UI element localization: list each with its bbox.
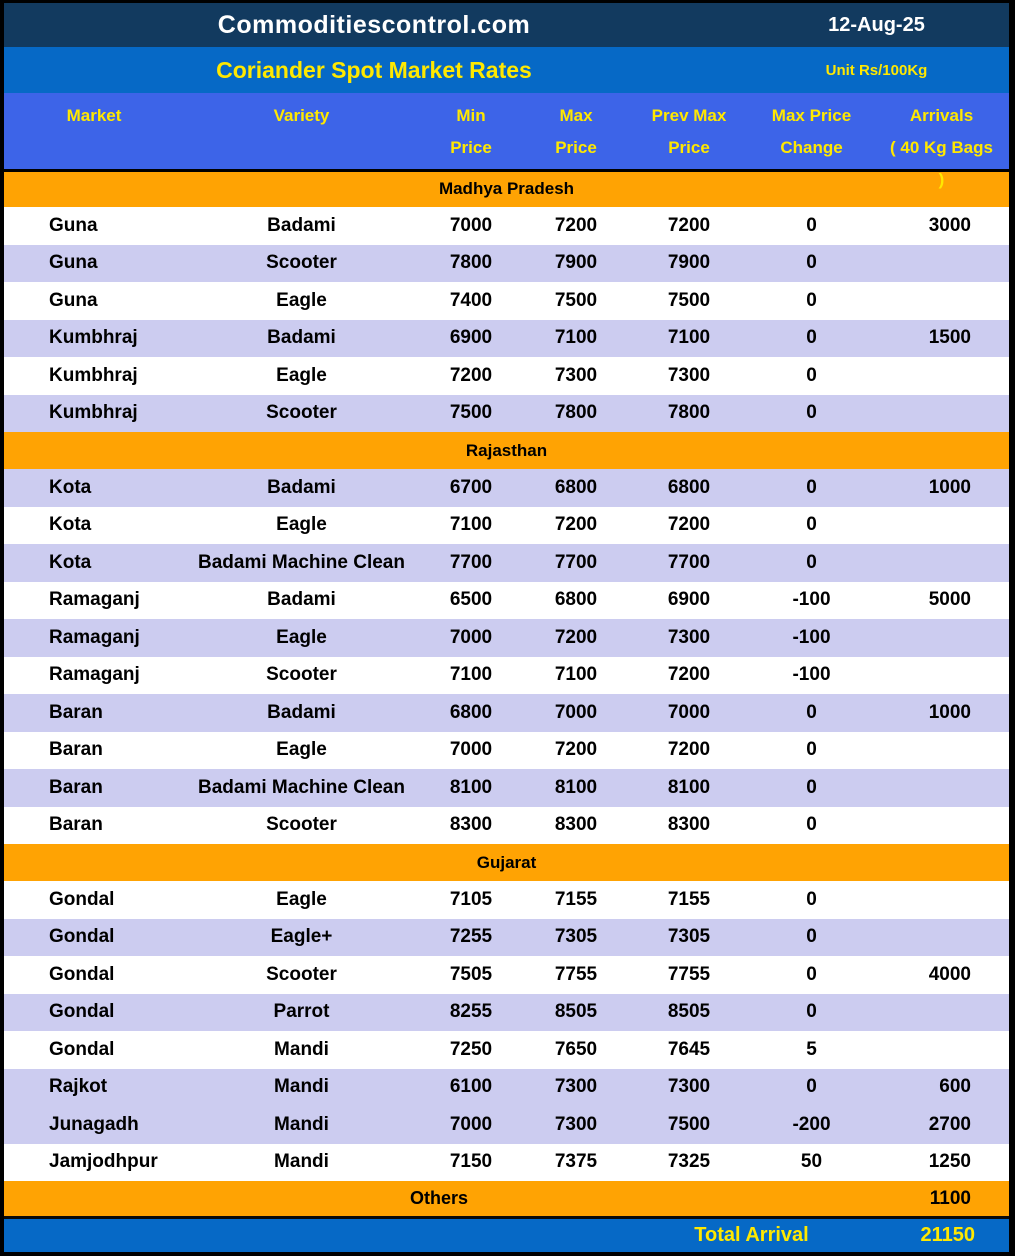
cell-prev-max-price: 7300 bbox=[629, 1069, 749, 1107]
cell-max-price: 7305 bbox=[523, 919, 629, 957]
cell-max-price-change: 0 bbox=[749, 282, 874, 320]
cell-max-price: 7100 bbox=[523, 657, 629, 695]
cell-prev-max-price: 8100 bbox=[629, 769, 749, 807]
total-arrival-bar bbox=[4, 1216, 1009, 1252]
cell-market: Ramaganj bbox=[4, 657, 184, 695]
cell-market: Junagadh bbox=[4, 1106, 184, 1144]
cell-min-price: 7000 bbox=[419, 619, 523, 657]
cell-max-price-change: 0 bbox=[749, 245, 874, 283]
cell-prev-max-price: 7100 bbox=[629, 320, 749, 358]
title-bar bbox=[4, 47, 1009, 93]
cell-variety: Eagle+ bbox=[184, 919, 419, 957]
title-bar-right bbox=[744, 47, 1009, 93]
cell-max-price: 8100 bbox=[523, 769, 629, 807]
table-row bbox=[4, 956, 1009, 994]
section-title: Rajasthan bbox=[4, 432, 1009, 469]
cell-variety: Eagle bbox=[184, 282, 419, 320]
cell-prev-max-price: 8505 bbox=[629, 994, 749, 1032]
cell-min-price: 7800 bbox=[419, 245, 523, 283]
cell-max-price: 7200 bbox=[523, 507, 629, 545]
cell-max-price-change: -100 bbox=[749, 582, 874, 620]
cell-prev-max-price: 7200 bbox=[629, 507, 749, 545]
cell-prev-max-price: 8300 bbox=[629, 807, 749, 845]
table-row bbox=[4, 320, 1009, 358]
cell-max-price-change: 0 bbox=[749, 881, 874, 919]
column-header-max-price bbox=[523, 93, 629, 170]
cell-max-price-change: 0 bbox=[749, 507, 874, 545]
cell-variety: Parrot bbox=[184, 994, 419, 1032]
cell-prev-max-price: 6800 bbox=[629, 469, 749, 507]
cell-min-price: 6800 bbox=[419, 694, 523, 732]
cell-min-price: 7100 bbox=[419, 507, 523, 545]
cell-min-price: 6100 bbox=[419, 1069, 523, 1107]
table-row bbox=[4, 1106, 1009, 1144]
column-header-prev-max-price bbox=[629, 93, 749, 170]
cell-prev-max-price: 7200 bbox=[629, 732, 749, 770]
cell-prev-max-price: 7200 bbox=[629, 207, 749, 245]
top-bar bbox=[4, 3, 1009, 47]
column-header-max-price-change bbox=[749, 93, 874, 170]
cell-max-price-change: 0 bbox=[749, 469, 874, 507]
cell-prev-max-price: 6900 bbox=[629, 582, 749, 620]
cell-arrivals: 2700 bbox=[874, 1106, 1009, 1144]
cell-max-price: 7000 bbox=[523, 694, 629, 732]
column-header-text: Variety bbox=[273, 106, 330, 125]
cell-variety: Badami bbox=[184, 207, 419, 245]
cell-arrivals bbox=[874, 807, 1009, 845]
cell-max-price: 7200 bbox=[523, 732, 629, 770]
cell-market: Kumbhraj bbox=[4, 395, 184, 433]
cell-variety: Scooter bbox=[184, 807, 419, 845]
cell-market: Guna bbox=[4, 207, 184, 245]
cell-max-price-change: 0 bbox=[749, 207, 874, 245]
column-header-text: Prev Max Price bbox=[651, 106, 727, 157]
cell-min-price: 8300 bbox=[419, 807, 523, 845]
cell-variety: Badami bbox=[184, 582, 419, 620]
table-row bbox=[4, 245, 1009, 283]
cell-market: Ramaganj bbox=[4, 619, 184, 657]
cell-variety: Badami bbox=[184, 694, 419, 732]
cell-max-price: 7755 bbox=[523, 956, 629, 994]
cell-arrivals bbox=[874, 282, 1009, 320]
table-row bbox=[4, 994, 1009, 1032]
cell-min-price: 7400 bbox=[419, 282, 523, 320]
cell-max-price: 7300 bbox=[523, 357, 629, 395]
cell-variety: Badami Machine Clean bbox=[184, 544, 419, 582]
unit-label: Unit Rs/100Kg bbox=[825, 61, 928, 79]
cell-market: Baran bbox=[4, 807, 184, 845]
cell-arrivals bbox=[874, 357, 1009, 395]
cell-variety: Mandi bbox=[184, 1031, 419, 1069]
cell-min-price: 8100 bbox=[419, 769, 523, 807]
column-header-text: Arrivals ( 40 Kg Bags ) bbox=[890, 106, 993, 189]
cell-max-price: 7155 bbox=[523, 881, 629, 919]
section-header-row-gujarat bbox=[4, 844, 1009, 881]
cell-max-price: 7800 bbox=[523, 395, 629, 433]
total-arrival-value: 21150 bbox=[920, 1224, 975, 1246]
cell-max-price: 7700 bbox=[523, 544, 629, 582]
table-row bbox=[4, 469, 1009, 507]
cell-arrivals bbox=[874, 1031, 1009, 1069]
cell-prev-max-price: 7155 bbox=[629, 881, 749, 919]
cell-market: Gondal bbox=[4, 881, 184, 919]
cell-arrivals: 4000 bbox=[874, 956, 1009, 994]
cell-min-price: 7100 bbox=[419, 657, 523, 695]
cell-arrivals bbox=[874, 994, 1009, 1032]
cell-market: Jamjodhpur bbox=[4, 1144, 184, 1182]
cell-arrivals bbox=[874, 395, 1009, 433]
column-header-min-price bbox=[419, 93, 523, 170]
cell-min-price: 7000 bbox=[419, 732, 523, 770]
cell-max-price-change: 0 bbox=[749, 956, 874, 994]
section-title: Madhya Pradesh bbox=[4, 170, 1009, 207]
cell-min-price: 6500 bbox=[419, 582, 523, 620]
cell-max-price-change: 5 bbox=[749, 1031, 874, 1069]
cell-arrivals: 1000 bbox=[874, 694, 1009, 732]
cell-max-price-change: 0 bbox=[749, 769, 874, 807]
cell-min-price: 7700 bbox=[419, 544, 523, 582]
cell-min-price: 7150 bbox=[419, 1144, 523, 1182]
cell-market: Gondal bbox=[4, 956, 184, 994]
cell-market: Ramaganj bbox=[4, 582, 184, 620]
cell-prev-max-price: 7300 bbox=[629, 619, 749, 657]
column-header-text: Min Price bbox=[450, 106, 492, 157]
cell-max-price-change: 0 bbox=[749, 320, 874, 358]
cell-min-price: 7250 bbox=[419, 1031, 523, 1069]
cell-arrivals bbox=[874, 732, 1009, 770]
cell-arrivals: 600 bbox=[874, 1069, 1009, 1107]
cell-max-price: 8505 bbox=[523, 994, 629, 1032]
cell-variety: Eagle bbox=[184, 881, 419, 919]
table-row bbox=[4, 282, 1009, 320]
cell-variety: Mandi bbox=[184, 1106, 419, 1144]
table-row bbox=[4, 1144, 1009, 1182]
cell-arrivals bbox=[874, 769, 1009, 807]
cell-prev-max-price: 7900 bbox=[629, 245, 749, 283]
cell-max-price: 7650 bbox=[523, 1031, 629, 1069]
cell-max-price: 7375 bbox=[523, 1144, 629, 1182]
cell-market: Baran bbox=[4, 769, 184, 807]
cell-min-price: 8255 bbox=[419, 994, 523, 1032]
cell-variety: Eagle bbox=[184, 619, 419, 657]
cell-variety: Badami Machine Clean bbox=[184, 769, 419, 807]
section-header-row-madhya-pradesh bbox=[4, 170, 1009, 207]
column-header-row bbox=[4, 93, 1009, 170]
cell-max-price-change: 0 bbox=[749, 919, 874, 957]
top-bar-left bbox=[4, 3, 744, 47]
table-row bbox=[4, 507, 1009, 545]
cell-arrivals: 1500 bbox=[874, 320, 1009, 358]
cell-arrivals bbox=[874, 544, 1009, 582]
column-header-market bbox=[4, 93, 184, 170]
cell-arrivals: 3000 bbox=[874, 207, 1009, 245]
cell-max-price-change: 0 bbox=[749, 1069, 874, 1107]
cell-variety: Scooter bbox=[184, 395, 419, 433]
cell-arrivals bbox=[874, 657, 1009, 695]
cell-market: Kota bbox=[4, 507, 184, 545]
report-title: Coriander Spot Market Rates bbox=[216, 56, 532, 83]
table-row bbox=[4, 207, 1009, 245]
cell-max-price: 6800 bbox=[523, 582, 629, 620]
cell-prev-max-price: 7800 bbox=[629, 395, 749, 433]
cell-market: Guna bbox=[4, 282, 184, 320]
cell-variety: Eagle bbox=[184, 507, 419, 545]
table-row bbox=[4, 881, 1009, 919]
column-header-variety bbox=[184, 93, 419, 170]
table-row bbox=[4, 1031, 1009, 1069]
others-label: Others bbox=[4, 1181, 874, 1216]
report-date: 12-Aug-25 bbox=[828, 13, 925, 36]
cell-market: Baran bbox=[4, 694, 184, 732]
cell-market: Kumbhraj bbox=[4, 320, 184, 358]
cell-variety: Mandi bbox=[184, 1144, 419, 1182]
table-row bbox=[4, 1069, 1009, 1107]
cell-max-price: 7200 bbox=[523, 207, 629, 245]
cell-market: Guna bbox=[4, 245, 184, 283]
cell-arrivals bbox=[874, 919, 1009, 957]
table-row bbox=[4, 919, 1009, 957]
cell-prev-max-price: 7200 bbox=[629, 657, 749, 695]
cell-prev-max-price: 7645 bbox=[629, 1031, 749, 1069]
column-header-text: Market bbox=[66, 106, 122, 125]
cell-arrivals bbox=[874, 507, 1009, 545]
cell-prev-max-price: 7325 bbox=[629, 1144, 749, 1182]
column-header-text: Max Price Change bbox=[771, 106, 852, 157]
cell-market: Gondal bbox=[4, 919, 184, 957]
table-row bbox=[4, 395, 1009, 433]
rates-table bbox=[4, 93, 1009, 1216]
title-bar-left bbox=[4, 47, 744, 93]
cell-min-price: 6900 bbox=[419, 320, 523, 358]
cell-market: Gondal bbox=[4, 994, 184, 1032]
cell-variety: Badami bbox=[184, 320, 419, 358]
section-header-row-rajasthan bbox=[4, 432, 1009, 469]
cell-max-price-change: 50 bbox=[749, 1144, 874, 1182]
cell-min-price: 7255 bbox=[419, 919, 523, 957]
table-row bbox=[4, 582, 1009, 620]
cell-market: Kumbhraj bbox=[4, 357, 184, 395]
cell-market: Kota bbox=[4, 544, 184, 582]
cell-arrivals: 1000 bbox=[874, 469, 1009, 507]
cell-min-price: 7000 bbox=[419, 207, 523, 245]
total-arrival-label: Total Arrival bbox=[694, 1224, 809, 1246]
cell-min-price: 7505 bbox=[419, 956, 523, 994]
cell-max-price-change: -100 bbox=[749, 657, 874, 695]
cell-arrivals bbox=[874, 881, 1009, 919]
cell-market: Baran bbox=[4, 732, 184, 770]
column-header-text: Max Price bbox=[555, 106, 597, 157]
top-bar-right bbox=[744, 3, 1009, 47]
cell-market: Kota bbox=[4, 469, 184, 507]
cell-max-price-change: -100 bbox=[749, 619, 874, 657]
cell-max-price: 7200 bbox=[523, 619, 629, 657]
cell-max-price-change: 0 bbox=[749, 694, 874, 732]
site-title: Commoditiescontrol.com bbox=[217, 10, 531, 39]
cell-variety: Eagle bbox=[184, 357, 419, 395]
cell-max-price-change: 0 bbox=[749, 395, 874, 433]
cell-arrivals bbox=[874, 619, 1009, 657]
cell-arrivals: 5000 bbox=[874, 582, 1009, 620]
cell-max-price: 8300 bbox=[523, 807, 629, 845]
others-row bbox=[4, 1181, 1009, 1216]
cell-variety: Mandi bbox=[184, 1069, 419, 1107]
cell-max-price: 7500 bbox=[523, 282, 629, 320]
cell-prev-max-price: 7300 bbox=[629, 357, 749, 395]
cell-max-price: 7300 bbox=[523, 1106, 629, 1144]
table-row bbox=[4, 694, 1009, 732]
section-title: Gujarat bbox=[4, 844, 1009, 881]
cell-min-price: 7200 bbox=[419, 357, 523, 395]
cell-max-price-change: 0 bbox=[749, 357, 874, 395]
cell-prev-max-price: 7700 bbox=[629, 544, 749, 582]
cell-prev-max-price: 7755 bbox=[629, 956, 749, 994]
cell-market: Gondal bbox=[4, 1031, 184, 1069]
cell-prev-max-price: 7305 bbox=[629, 919, 749, 957]
table-row bbox=[4, 769, 1009, 807]
cell-variety: Scooter bbox=[184, 245, 419, 283]
cell-min-price: 7105 bbox=[419, 881, 523, 919]
cell-arrivals: 1250 bbox=[874, 1144, 1009, 1182]
cell-max-price: 7300 bbox=[523, 1069, 629, 1107]
table-row bbox=[4, 732, 1009, 770]
cell-variety: Scooter bbox=[184, 956, 419, 994]
cell-max-price-change: -200 bbox=[749, 1106, 874, 1144]
column-header-arrivals bbox=[874, 93, 1009, 189]
cell-prev-max-price: 7500 bbox=[629, 1106, 749, 1144]
cell-market: Rajkot bbox=[4, 1069, 184, 1107]
others-arrivals: 1100 bbox=[874, 1181, 1009, 1216]
cell-prev-max-price: 7500 bbox=[629, 282, 749, 320]
cell-max-price: 6800 bbox=[523, 469, 629, 507]
cell-min-price: 7500 bbox=[419, 395, 523, 433]
table-row bbox=[4, 657, 1009, 695]
cell-variety: Badami bbox=[184, 469, 419, 507]
cell-arrivals bbox=[874, 245, 1009, 283]
cell-prev-max-price: 7000 bbox=[629, 694, 749, 732]
cell-variety: Eagle bbox=[184, 732, 419, 770]
cell-max-price-change: 0 bbox=[749, 732, 874, 770]
cell-max-price-change: 0 bbox=[749, 994, 874, 1032]
cell-min-price: 6700 bbox=[419, 469, 523, 507]
table-row bbox=[4, 619, 1009, 657]
cell-min-price: 7000 bbox=[419, 1106, 523, 1144]
table-row bbox=[4, 544, 1009, 582]
cell-max-price-change: 0 bbox=[749, 807, 874, 845]
table-row bbox=[4, 357, 1009, 395]
table-row bbox=[4, 807, 1009, 845]
cell-variety: Scooter bbox=[184, 657, 419, 695]
cell-max-price: 7900 bbox=[523, 245, 629, 283]
cell-max-price-change: 0 bbox=[749, 544, 874, 582]
cell-max-price: 7100 bbox=[523, 320, 629, 358]
